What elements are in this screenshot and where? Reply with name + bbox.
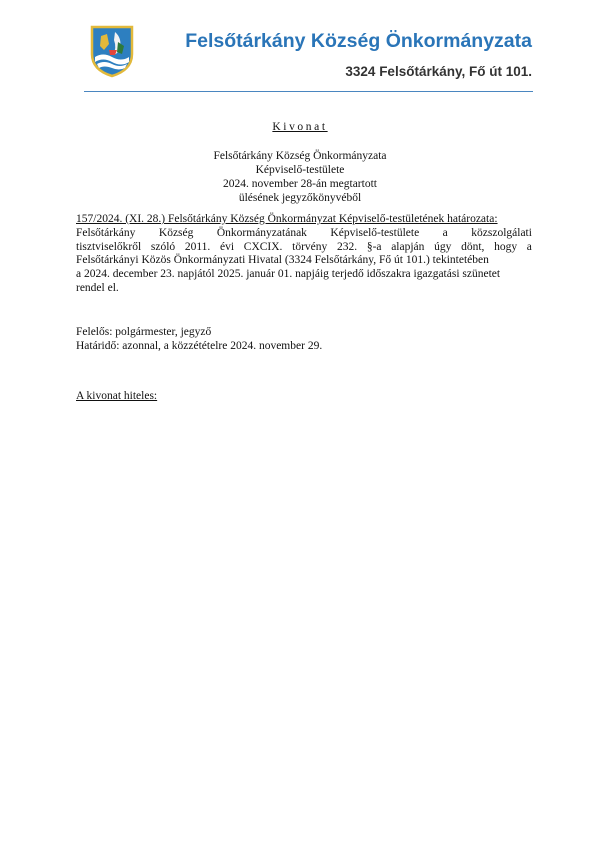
subtitle-line: Képviselő-testülete [255,164,345,176]
body-word: hogy [494,240,518,253]
body-word: törvény [292,240,328,253]
body-word: 2011. [184,240,211,253]
certified-label: A kivonat hiteles: [76,390,158,402]
responsibility-block [76,325,322,353]
resolution-body-line [76,227,532,241]
coat-of-arms-icon [89,24,135,78]
resolution-body-line: rendel el. [76,281,119,294]
body-word: dönt, [461,240,485,253]
body-word: Önkormányzatának [216,226,307,239]
org-name: Felsőtárkány Község Önkormányzata [185,30,532,52]
body-word: Képviselő-testülete [330,226,420,239]
header-divider [84,91,533,92]
body-word: a [526,240,532,253]
org-address: 3324 Felsőtárkány, Fő út 101. [345,64,532,79]
body-word: szóló [150,240,176,253]
body-word: alapján [391,240,425,253]
subtitle-line: ülésének jegyzőkönyvéből [238,192,362,204]
document-subtitle [0,149,600,205]
resolution-block [76,213,532,296]
document-title: Kivonat [272,121,328,133]
resolution-body-line [76,241,532,255]
body-word: Felsőtárkány [76,226,136,239]
body-word: közszolgálati [471,226,532,239]
body-word: 232. [336,240,358,253]
resolution-heading: 157/2024. (XI. 28.) Felsőtárkány Község Önkormányzat Képviselő-testületének határozata: [76,213,498,225]
body-word: a [442,226,448,239]
responsible-line: Felelős: polgármester, jegyző [76,326,212,338]
resolution-body-line: Felsőtárkányi Közös Önkormányzati Hivatal (3324 Felsőtárkány, Fő út 101.) tekintetében [76,254,489,267]
resolution-body-line: a 2024. december 23. napjától 2025. január 01. napjáig terjedő időszakra igazgatási szünetet [76,268,501,281]
body-word: úgy [434,240,452,253]
body-word: Község [158,226,194,239]
subtitle-line: Felsőtárkány Község Önkormányzata [213,150,387,162]
deadline-line: Határidő: azonnal, a közzétételre 2024. november 29. [76,340,323,352]
body-word: tisztviselőkről [76,240,142,253]
body-word: §-a [366,240,382,253]
subtitle-line: 2024. november 28-án megtartott [223,178,377,190]
body-word: CXCIX. [243,240,283,253]
body-word: évi [220,240,235,253]
